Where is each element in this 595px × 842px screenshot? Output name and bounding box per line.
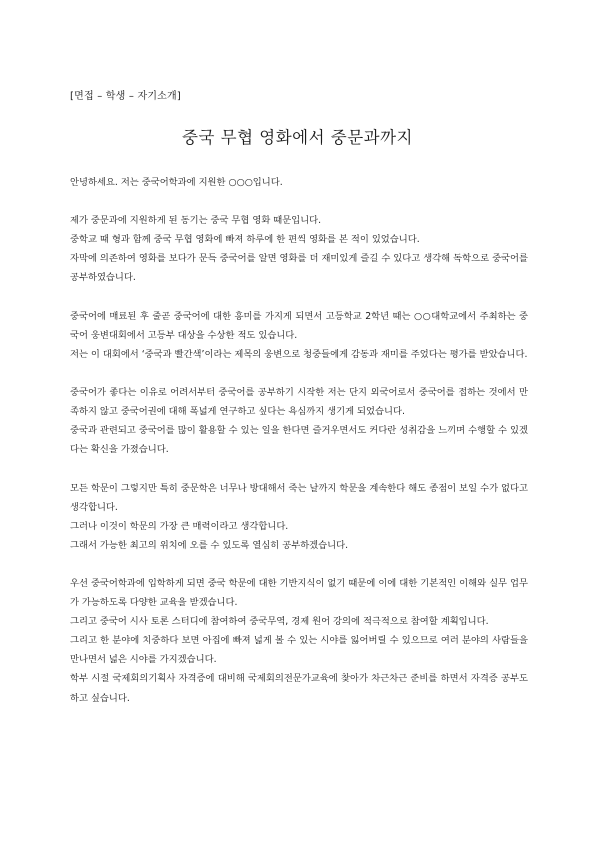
paragraph-line: 저는 이 대회에서 ‘중국과 빨간색’이라는 제목의 웅변으로 청중들에게 감동과 재미를 주었다는 평가를 받았습니다.	[70, 348, 528, 360]
paragraph-line: 모든 학문이 그렇지만 특히 중문학은 너무나 방대해서 죽는 날까지 학문을 계속한다 해도 종점이 보일 수가 없다고 생각합니다.	[70, 482, 528, 513]
paragraph-line: 우선 중국어학과에 입학하게 되면 중국 학문에 대한 기반지식이 없기 때문에 이에 대한 기본적인 이해와 실무 업무가 가능하도록 다양한 교육을 받겠습니다.	[70, 577, 528, 609]
paragraph-line: 자막에 의존하여 영화를 보다가 문득 중국어를 알면 영화를 더 재미있게 즐길 수 있다고 생각해 독학으로 중국어를 공부하였습니다.	[70, 253, 528, 284]
paragraph-line: 중국어가 좋다는 이유로 어려서부터 중국어를 공부하기 시작한 저는 단지 외국어로서 중국어를 접하는 것에서 만족하지 않고 중국어권에 대해 폭넓게 연구하고 싶다는 욕심까지 생기게 되었습니다.	[70, 387, 528, 418]
paragraph-line: 그리고 한 분야에 치중하다 보면 아집에 빠져 넓게 볼 수 있는 시야를 잃어버릴 수 있으므로 여러 분야의 사람들을 만나면서 넓은 시야를 가지겠습니다.	[70, 635, 528, 666]
paragraph-line: 중국어에 매료된 후 줄곧 중국어에 대한 흥미를 가지게 되면서 고등학교 2학년 때는 ○○대학교에서 주최하는 중국어 웅변대회에서 고등부 대상을 수상한 적도 있습니다.	[70, 310, 528, 341]
document-title: 중국 무협 영화에서 중문과까지	[182, 128, 413, 147]
paragraph-line: 중학교 때 형과 함께 중국 무협 영화에 빠져 하루에 한 편씩 영화를 본 적이 있었습니다.	[70, 234, 420, 246]
paragraph-line: 그래서 가능한 최고의 위치에 오를 수 있도록 열심히 공부하겠습니다.	[70, 539, 349, 551]
paragraph-line: 학부 시절 국제회의기획사 자격증에 대비해 국제회의전문가교육에 찾아가 차근차근 준비를 하면서 자격증 공부도 하고 싶습니다.	[70, 673, 528, 704]
document-tag: [면접 – 학생 – 자기소개]	[70, 91, 181, 102]
paragraph-line: 그러나 이것이 학문의 가장 큰 매력이라고 생각합니다.	[70, 520, 289, 532]
body-text	[70, 173, 528, 708]
paragraph-line: 안녕하세요. 저는 중국어학과에 지원한 ○○○입니다.	[70, 177, 283, 188]
paragraph-line: 그리고 중국어 시사 토론 스터디에 참여하여 중국무역, 경제 원어 강의에 적극적으로 참여할 계획입니다.	[70, 616, 489, 628]
paragraph-line: 제가 중문과에 지원하게 된 동기는 중국 무협 영화 때문입니다.	[70, 215, 322, 227]
paragraph-line: 중국과 관련되고 중국어를 많이 활용할 수 있는 일을 한다면 즐거우면서도 커다란 성취감을 느끼며 수행할 수 있겠다는 확신을 가졌습니다.	[70, 425, 528, 456]
